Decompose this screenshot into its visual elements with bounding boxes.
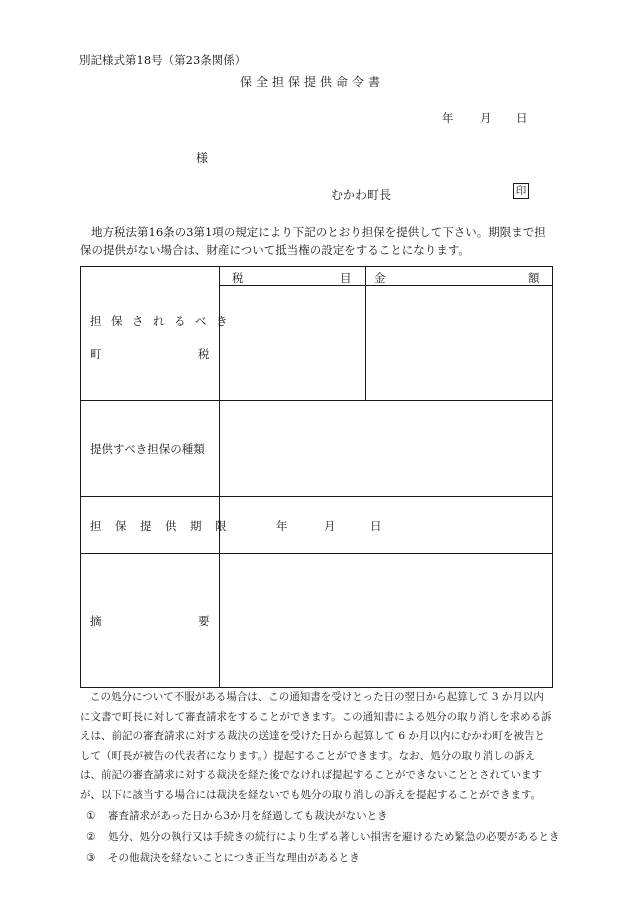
date-day: 日 bbox=[516, 111, 528, 125]
document-title: 保全担保提供命令書 bbox=[240, 75, 385, 89]
row-label-remarks-a: 摘 bbox=[90, 614, 102, 628]
addressee-suffix: 様 bbox=[196, 151, 209, 165]
date-month: 月 bbox=[480, 111, 492, 125]
form-number-label: 別記様式第18号（第23条関係） bbox=[79, 53, 247, 67]
row-label-town: 町 bbox=[90, 347, 102, 361]
row-label-remarks-b: 要 bbox=[198, 614, 210, 628]
row-label-tax: 税 bbox=[198, 347, 210, 361]
item-number: ③ bbox=[86, 852, 96, 864]
issuer-name: むかわ町長 bbox=[331, 188, 392, 202]
item-text: 審査請求があった日から3か月を経過しても裁決がないとき bbox=[108, 810, 388, 822]
list-item bbox=[86, 829, 560, 844]
date-year: 年 bbox=[442, 111, 454, 125]
item-text: 処分、処分の執行又は手続きの続行により生ずる著しい損害を避けるため緊急の必要があるとき bbox=[108, 831, 560, 843]
table-border-top bbox=[80, 266, 553, 267]
list-item bbox=[86, 808, 388, 823]
amount-header-gaku: 額 bbox=[528, 271, 540, 285]
header-divider bbox=[219, 285, 553, 286]
table-border-left bbox=[80, 266, 81, 688]
row-label-deadline: 担保提供期限 bbox=[90, 519, 240, 533]
amount-header-kin: 金 bbox=[374, 271, 386, 285]
deadline-year: 年 bbox=[276, 519, 288, 533]
item-number: ① bbox=[86, 810, 96, 822]
item-text: その他裁決を経ないことにつき正当な理由があるとき bbox=[108, 852, 360, 864]
intro-paragraph: 地方税法第16条の3第1項の規定により下記のとおり担保を提供して下さい。期限まで担保の提供がない場合は、財産について抵当権の設定をすることになります。 bbox=[80, 225, 546, 257]
amount-column-divider bbox=[365, 266, 366, 400]
row-divider-2 bbox=[80, 496, 553, 497]
row-label-secured-tax: 担保されるべき bbox=[90, 314, 237, 328]
deadline-day: 日 bbox=[370, 519, 382, 533]
row-divider-1 bbox=[80, 400, 553, 401]
appeal-notice: この処分について不服がある場合は、この通知書を受けとった日の翌日から起算して 3 か月以内に文書で町長に対して審査請求をすることができます。この通知書による処分の取り消しを求める訴えは、前記の審査請求に対する裁決の送達を受けた日から起算して 6 か月以内にむかわ町を被告として（町長が被告の代表者になります。）提起することができます。なお、処分の取り消しの訴えは、前記の審査請求に対する裁決を経た後でなければ提起することができないこととされていますが、以下に該当する場合には裁決を経ないでも処分の取り消しの訴えを提起することができます。 bbox=[80, 691, 552, 801]
tax-header-moku: 目 bbox=[340, 271, 352, 285]
deadline-month: 月 bbox=[324, 519, 336, 533]
row-divider-3 bbox=[80, 553, 553, 554]
tax-header-zei: 税 bbox=[232, 271, 244, 285]
item-number: ② bbox=[86, 831, 96, 843]
table-border-right bbox=[552, 266, 553, 688]
row-label-security-type: 提供すべき担保の種類 bbox=[90, 442, 205, 456]
label-column-divider bbox=[219, 266, 220, 688]
seal-mark: 印 bbox=[513, 183, 529, 199]
list-item bbox=[86, 850, 360, 865]
issue-date bbox=[442, 110, 528, 126]
